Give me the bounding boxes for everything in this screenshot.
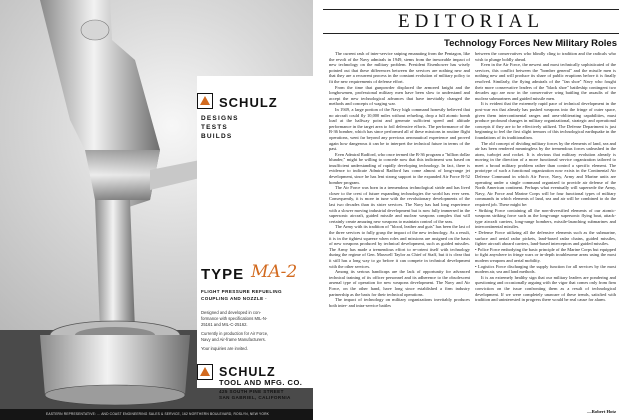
article-column-1 [329, 51, 470, 407]
ad-type-value: MA-2 [251, 262, 298, 282]
article-paragraph: It is an extremely healthy sign that our military leaders are pondering and questioning and occasionally arguing with the vigor that comes only from firm conviction on the issue confronting them as a result of technological development. If we were completely unaware of these trends, satisfied with tradition and uninterested in progress there would be real cause for alarm. [475, 274, 616, 303]
ad-tagline-designs: DESIGNS [201, 115, 239, 122]
schulz-logo-icon [197, 93, 213, 109]
ad-tagline-tests: TESTS [201, 124, 228, 131]
ad-feature-line: COUPLING AND NOZZLE · [201, 296, 268, 301]
editorial-heading: EDITORIAL [398, 11, 544, 32]
article-paragraph: The current rash of inter-service sniping emanating from the Pentagon, like the revolt of the Navy admirals in 1949, stems from the inexorable impact of new technology on the military problem. President Eisenhower has wisely pointed out that these differences between the services are nothing new and that they are a recurrent process in the constant evolution of military policy to fit the new requirements of defense effort. [329, 51, 470, 84]
ad-body-line: Navy and Air-frame Manufacturers. [201, 337, 266, 342]
article-paragraph: Even Admiral Radford, who once termed the B-36 program a "billion dollar blunder," might be willing to concede now that this indictment was based on insufficient understanding of rapidly developing technology. In fact, there is evidence to indicate Admiral Radford has come almost of long-range jet development, since he has lent strong support to the expanded Air Force B-52 bomber program. [329, 151, 470, 185]
top-rule [323, 9, 619, 10]
ad-feature-line: FLIGHT PRESSURE REFUELING [201, 289, 282, 294]
article-paragraph: In 1949, a large portion of the Navy high command honestly believed that no aircraft could fly 10,000 miles without refueling, drop a full atomic bomb load at the halfway point and generate sufficient speed and altitude performance in the target area to foil defensive efforts. The performance of the B-36 bomber, which has since performed all of these missions in routine flight operations, went far beyond any previous aeronautical experience and proved again how dangerous it can be to interpret the technical future in terms of the past. [329, 106, 470, 152]
ad-footer-strip [0, 409, 313, 420]
article-paragraph: between the conservatives who blindly cling to tradition and the radicals who wish to plunge boldly ahead. [475, 51, 616, 62]
ad-body-line: Your inquiries are invited. [201, 346, 248, 351]
ad-company-brand: SCHULZ [219, 365, 276, 379]
article-paragraph: Among its serious handicaps are the lack of opportunity for advanced technical training of its officer personnel and its adherence to the obsolescent arsenal type of operation for new weapons development. The Navy and Air Force, on the other hand, have long since established a firm industry partnership as the basis for their technical operations. [329, 269, 470, 297]
article-bullet: • Defense Force utilizing all the defensive elements such as the submarine, surface and aerial radar pickets, land-based radar chains, guided missiles, fighter aircraft aboard carriers, land-based interceptors and guided missiles. [475, 230, 616, 247]
article-bullet: • Police Force embodying the basic principle of the Marine Corps but equipped to fight anywhere in fringe wars or in-depth troublesome areas using the most modern weapons and aerial mobility. [475, 246, 616, 263]
article-paragraph: From the time that gunpowder displaced the armored knight and the longbowmen, professional military men have been slow to understand and accept the new technological advances that have inevitably changed the methods and concepts of waging war. [329, 84, 470, 107]
ad-body-line: Currently in production for Air Force, [201, 331, 269, 336]
schulz-logo-icon [197, 364, 213, 380]
ad-address-line: SAN GABRIEL, CALIFORNIA [219, 395, 291, 400]
article-title: Technology Forces New Military Roles [444, 38, 617, 49]
ad-tagline-builds: BUILDS [201, 133, 233, 140]
article-bullet: • Striking Force containing all the non-diversified elements of our atomic-weapons striking force such as the long-range supersonic flying boat, attack-type aircraft carriers, long-range bombers, missile-launching submarines and intercontinental missiles. [475, 207, 616, 230]
article-column-2 [475, 51, 616, 407]
article-paragraph: It is evident that the extremely rapid pace of technical development in the post-war era that already has pushed weapons into the fringe of outer space, given them intercontinental ranges and area-obliterating capabilities, must produce profound changes in military organizational, strategic and operational concepts if they are to be effectively utilized. The Defense Department is just beginning to feel the first slight tremors of this technological earthquake in the foundations of its traditionalism. [475, 101, 616, 140]
ad-brand-name: SCHULZ [219, 95, 278, 110]
heading-rule [323, 33, 619, 34]
ad-body-line: 25161 and MIL-C-25162. [201, 322, 248, 327]
editorial-page [313, 0, 626, 420]
ad-product-type [201, 262, 311, 286]
article-paragraph: The Air Force was born in a tremendous technological stride and has lived closer to the crest of future expanding technologies the world has ever seen. Consequently, it is more in tune with the revolutionary developments of the last two decades than its sister services. The Navy has had long experience with a slower moving industrial development but is now fully immersed in the supersonic aircraft, guided missile and nuclear weapons complex that will certainly create amazing new weapons to maintain control of the seas. [329, 185, 470, 224]
ad-footer-text: EASTERN REPRESENTATIVE: ... AND COAST ENGINEERING SALES & SERVICE, 162 NORTHERN BOULEVARD, ROSLYN, NEW YORK [46, 412, 269, 416]
ad-type-label: TYPE [201, 266, 245, 283]
article-bullet: • Logistics Force discharging the supply function for all services by the most modern air, sea and land methods. [475, 263, 616, 275]
ad-company-name: TOOL AND MFG. CO. [219, 378, 303, 387]
article-paragraph: The Army with its tradition of "blood, leather and guts" has been the last of the three services to fully grasp the impact of the new technology. As a result, it is in the tightest squeeze when roles and missions are assigned on the basis of new weapons produced by technical development, such as guided missiles. The Army has made a tremendous effort to re-orient itself with technology during the regime of Gen. Maxwell Taylor as Chief of Staff, but it is clear that it still has a long way to go before it can compete in technical development with the other services. [329, 224, 470, 269]
author-signature: —Robert Hotz [587, 409, 616, 414]
ad-body-line: formance with specifications MIL-N- [201, 316, 268, 321]
article-paragraph: The impact of technology on military organizations inevitably produces both inter- and intra-service battles [329, 297, 470, 308]
article-paragraph: The old concept of dividing military forces by the elements of land, sea and air has been rendered meaningless by the tremendous forces unleashed in the atom, turbojet and rocket. It is obvious that military evolution already is moving in the direction of a more functional service organization tailored to meet a broad military problem rather than control a specific element. The prototype of such a functional organization now exists in the Continental Air Defense Command in which Air Force, Navy, Army and Marine units are operating under a single command organized to provide air defense of the North American continent. Perhaps what eventually will supersede the Army, Navy, Air Force and Marine Corps will be four functional types of military commands in which elements of land, sea and air will be combined to do the required job. These might be: [475, 140, 616, 208]
ad-address-line: 425 SOUTH PINE STREET [219, 389, 284, 394]
article-paragraph: Even in the Air Force, the newest and most technically sophisticated of the services, this conflict between the "bomber general" and the missile men is nothing new and will produce its share of public eruptions before it is finally resolved. Similarly, the flying admirals of the "fan shoe" Navy who fought their more conservative leaders of the "black shoe" battleship contingent two decades ago are now in the conservative wing battling the assaults of the nuclear submariners and guided missile men. [475, 62, 616, 101]
ad-body-line: Designed and developed in con- [201, 310, 262, 315]
